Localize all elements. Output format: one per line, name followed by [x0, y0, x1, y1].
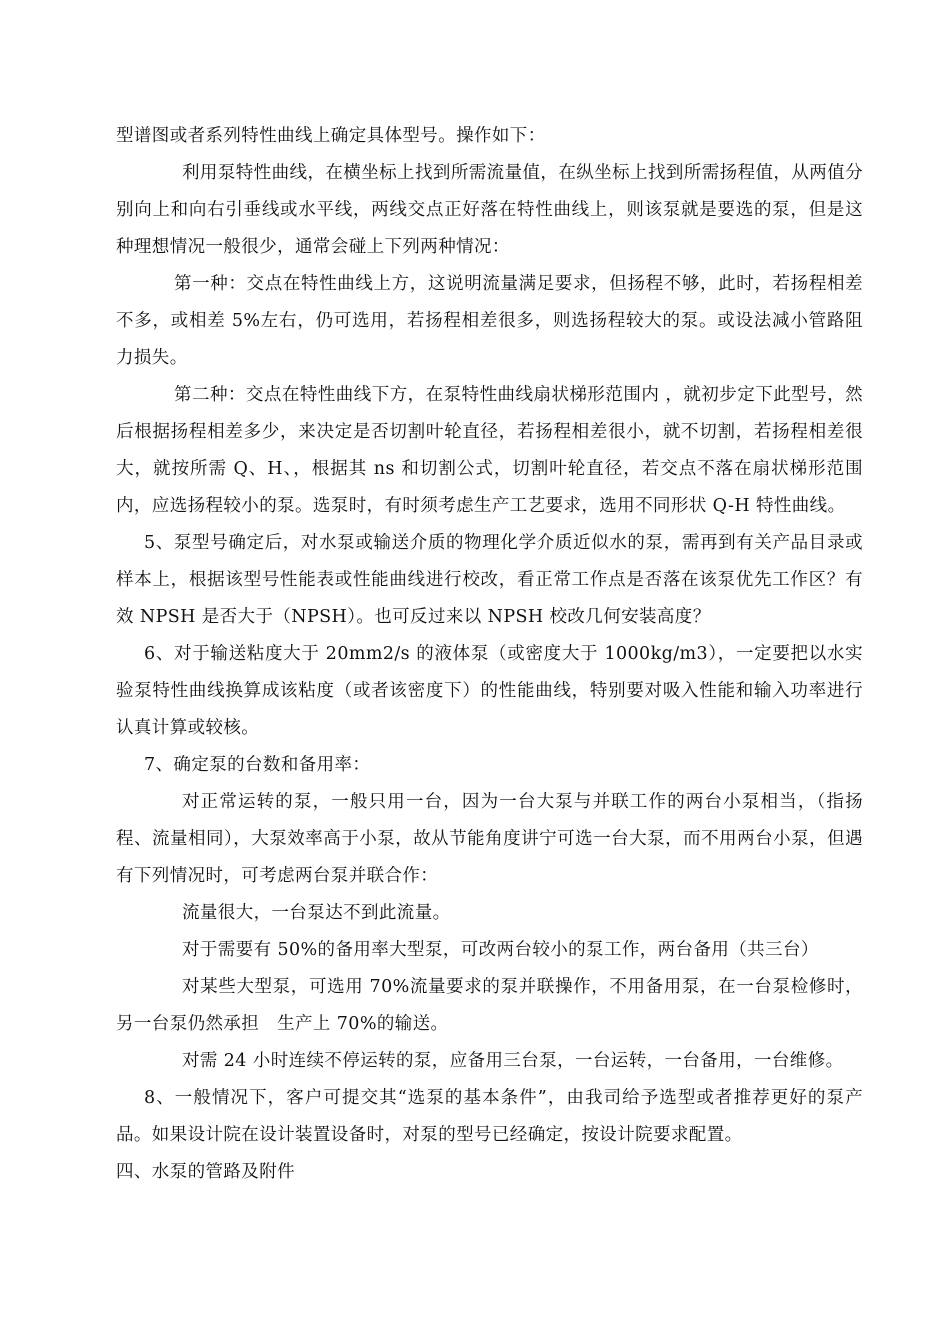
paragraph-continuous-24h: 对需 24 小时连续不停运转的泵，应备用三台泵，一台运转，一台备用，一台维修。 — [182, 1051, 844, 1071]
section-heading-4: 四、水泵的管路及附件 — [116, 1162, 295, 1182]
paragraph-item-6: 6、对于输送粘度大于 20mm2/s 的液体泵（或密度大于 1000kg/m3），一定要把以水实验泵特性曲线换算成该粘度（或者该密度下）的性能曲线，特别要对吸入性能和输入功率进行认真计算或较核。 — [116, 644, 863, 738]
document-body — [116, 118, 863, 1191]
paragraph-item-8: 8、一般情况下，客户可提交其“选泵的基本条件”，由我司给予选型或者推荐更好的泵产品。如果设计院在设计装置设备时，对泵的型号已经确定，按设计院要求配置。 — [116, 1088, 863, 1145]
paragraph-single-pump: 对正常运转的泵，一般只用一台，因为一台大泵与并联工作的两台小泵相当，（指扬程、流量相同），大泵效率高于小泵，故从节能角度讲宁可选一台大泵，而不用两台小泵，但遇有下列情况时，可考虑两台泵并联合作： — [116, 792, 863, 886]
paragraph-item-7: 7、确定泵的台数和备用率： — [144, 755, 371, 775]
paragraph-backup-50: 对于需要有 50%的备用率大型泵，可改两台较小的泵工作，两台备用（共三台） — [182, 940, 819, 960]
paragraph-case-one: 第一种：交点在特性曲线上方，这说明流量满足要求，但扬程不够，此时，若扬程相差不多，或相差 5%左右，仍可选用，若扬程相差很多，则选扬程较大的泵。或设法减小管路阻力损失。 — [116, 274, 863, 368]
paragraph-case-two: 第二种：交点在特性曲线下方，在泵特性曲线扇状梯形范围内 ，就初步定下此型号，然后根据扬程相差多少，来决定是否切割叶轮直径，若扬程相差很小，就不切割，若扬程相差很大，就按所需 Q、H、，根据其 ns 和切割公式，切割叶轮直径，若交点不落在扇状梯形范围内，应选扬程较小的泵。选泵时，有时须考虑生产工艺要求，选用不同形状 Q-H 特性曲线。 — [116, 385, 863, 516]
paragraph-parallel-70: 对某些大型泵，可选用 70%流量要求的泵并联操作，不用备用泵，在一台泵检修时，另一台泵仍然承担 生产上 70%的输送。 — [116, 977, 863, 1034]
paragraph-intro-continuation: 型谱图或者系列特性曲线上确定具体型号。操作如下： — [116, 126, 546, 146]
paragraph-item-5: 5、泵型号确定后，对水泵或输送介质的物理化学介质近似水的泵，需再到有关产品目录或样本上，根据该型号性能表或性能曲线进行校改，看正常工作点是否落在该泵优先工作区？有效 NPSH 是否大于（NPSH）。也可反过来以 NPSH 校改几何安装高度？ — [116, 533, 863, 627]
paragraph-large-flow: 流量很大，一台泵达不到此流量。 — [182, 903, 451, 923]
paragraph-curve-method: 利用泵特性曲线，在横坐标上找到所需流量值，在纵坐标上找到所需扬程值，从两值分别向上和向右引垂线或水平线，两线交点正好落在特性曲线上，则该泵就是要选的泵，但是这种理想情况一般很少，通常会碰上下列两种情况： — [116, 163, 863, 257]
